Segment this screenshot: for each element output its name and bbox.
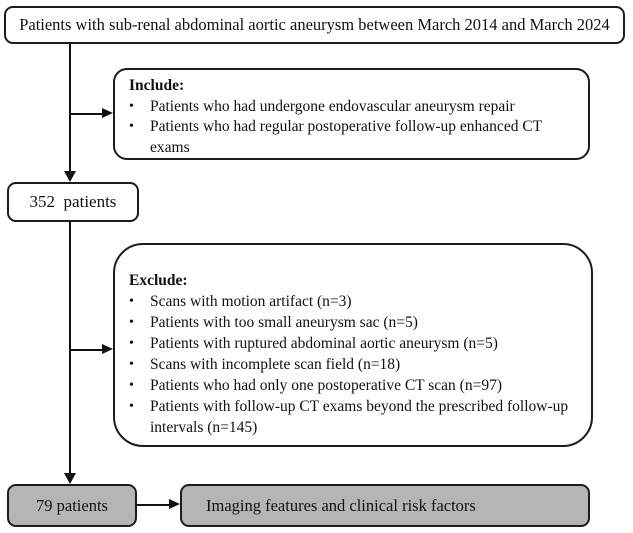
exclude-list — [115, 291, 575, 438]
connector-top-to-352 — [69, 44, 71, 172]
include-box — [113, 68, 590, 160]
list-item-text: Patients with too small aneurysm sac (n=5) — [150, 314, 418, 331]
patients-352-label: 352 patients — [29, 192, 117, 211]
list-item — [115, 375, 575, 396]
list-item-text: Scans with incomplete scan field (n=18) — [150, 356, 401, 373]
list-item-text: Patients with ruptured abdominal aortic aneurysm (n=5) — [150, 335, 498, 352]
list-item-text: Patients with follow-up CT exams beyond the prescribed follow-up intervals (n=145) — [150, 398, 569, 436]
bullet-marker: • — [129, 399, 134, 414]
include-list — [115, 97, 572, 159]
outcome-box-label: Imaging features and clinical risk factors — [206, 495, 476, 515]
bullet-marker: • — [129, 119, 134, 134]
population-box-label: Patients with sub-renal abdominal aortic aneurysm between March 2014 and March 2024 — [19, 15, 610, 34]
connector-79-to-outcome — [136, 504, 170, 506]
patients-79-label: 79 patients — [36, 495, 108, 515]
connector-branch-exclude — [69, 349, 103, 351]
bullet-marker: • — [129, 98, 134, 114]
patients-79-box — [7, 484, 137, 527]
population-box — [4, 6, 625, 44]
include-title: Include: — [129, 77, 185, 94]
exclude-title: Exclude: — [129, 272, 188, 289]
list-item — [115, 312, 575, 333]
outcome-box — [180, 484, 590, 527]
arrowhead-down-into-79 — [64, 473, 76, 484]
arrowhead-right-into-exclude — [102, 344, 113, 354]
list-item-text: Scans with motion artifact (n=3) — [150, 293, 352, 310]
connector-352-to-79 — [69, 221, 71, 474]
arrowhead-right-into-outcome — [169, 499, 180, 509]
exclude-box — [113, 243, 593, 447]
bullet-marker: • — [129, 294, 134, 309]
arrowhead-right-into-include — [102, 108, 113, 118]
list-item — [115, 97, 572, 118]
list-item-text: Patients who had only one postoperative CT scan (n=97) — [150, 377, 502, 394]
list-item — [115, 333, 575, 354]
connector-branch-include — [69, 113, 103, 115]
list-item-text: Patients who had regular postoperative follow-up enhanced CT exams — [150, 118, 542, 156]
list-item-text: Patients who had undergone endovascular aneurysm repair — [150, 97, 515, 115]
arrowhead-down-into-352 — [64, 171, 76, 182]
bullet-marker: • — [129, 315, 134, 330]
bullet-marker: • — [129, 357, 134, 372]
list-item — [115, 291, 575, 312]
list-item — [115, 396, 575, 438]
bullet-marker: • — [129, 336, 134, 351]
patients-352-box — [7, 182, 139, 222]
list-item — [115, 354, 575, 375]
bullet-marker: • — [129, 378, 134, 393]
list-item — [115, 117, 572, 158]
